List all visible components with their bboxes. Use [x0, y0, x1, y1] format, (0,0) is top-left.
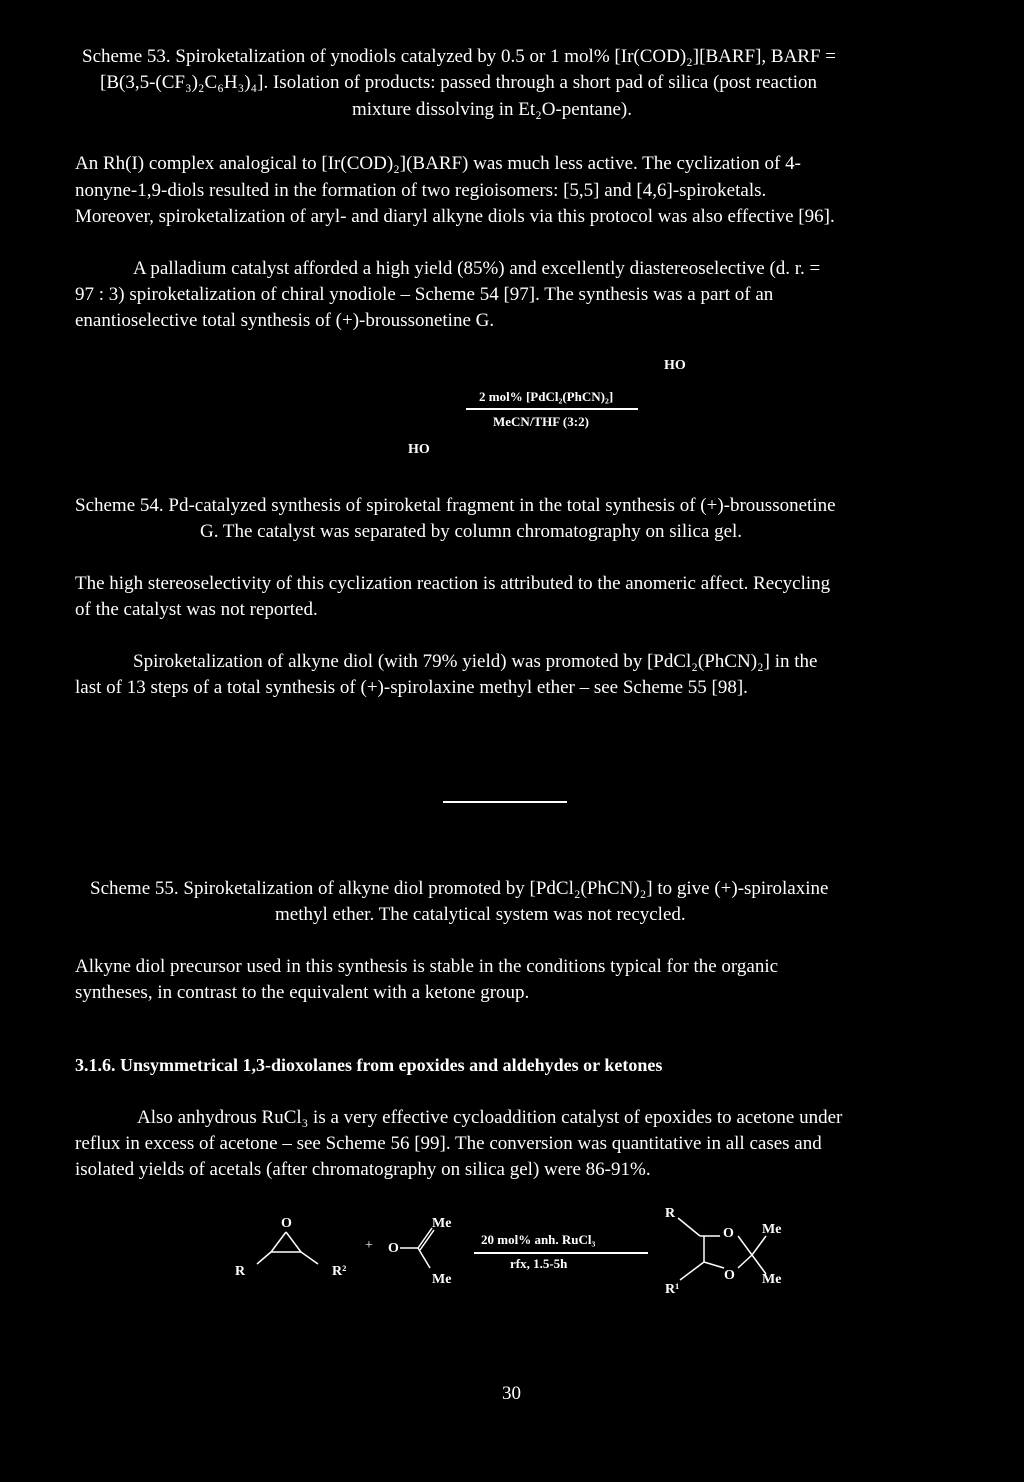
scheme56-reaction-arrow [474, 1252, 648, 1254]
scheme56-product-o-top: O [723, 1226, 734, 1241]
scheme56-r2: R² [332, 1264, 347, 1279]
para4-line1: Spiroketalization of alkyne diol (with 79% yield) was promoted by [PdCl₂(PhCN)₂] in the [133, 651, 818, 672]
scheme56-product-me-bottom: Me [762, 1272, 782, 1287]
para1-line3: Moreover, spiroketalization of aryl- and diaryl alkyne diols via this protocol was also effective [96]. [75, 206, 835, 227]
scheme56-r: R [235, 1264, 246, 1279]
scheme56-plus: + [365, 1238, 373, 1253]
scheme54-ho-right: HO [664, 358, 686, 373]
scheme55-caption-line2: methyl ether. The catalytical system was not recycled. [275, 904, 686, 925]
para2-line1: A palladium catalyst afforded a high yield (85%) and excellently diastereoselective (d. r. = [133, 258, 821, 279]
scheme56-product-me-top: Me [762, 1222, 782, 1237]
page-number: 30 [502, 1383, 521, 1404]
para1-line2: nonyne-1,9-diols resulted in the formation of two regioisomers: [5,5] and [4,6]-spiroketals. [75, 180, 767, 201]
scheme56-reagent: 20 mol% anh. RuCl₃ [481, 1232, 596, 1247]
scheme53-caption-line1: Scheme 53. Spiroketalization of ynodiols catalyzed by 0.5 or 1 mol% [Ir(COD)₂][BARF], BARF = [82, 46, 836, 67]
para6-line3: isolated yields of acetals (after chromatography on silica gel) were 86-91%. [75, 1159, 651, 1180]
scheme54-reagent: 2 mol% [PdCl₂(PhCN)₂] [479, 389, 614, 404]
scheme53-caption-line2: [B(3,5-(CF₃)₂C₆H₃)₄]. Isolation of products: passed through a short pad of silica (post reaction [100, 72, 817, 93]
para5-line2: syntheses, in contrast to the equivalent with a ketone group. [75, 982, 530, 1003]
para3-line1: The high stereoselectivity of this cyclization reaction is attributed to the anomeric affect. Recycling [75, 573, 831, 594]
scheme55-reaction-arrow [443, 801, 567, 803]
para3-line2: of the catalyst was not reported. [75, 599, 318, 620]
para2-line2: 97 : 3) spiroketalization of chiral ynodiole – Scheme 54 [97]. The synthesis was a part of an [75, 284, 774, 305]
scheme56-me-bottom: Me [432, 1272, 452, 1287]
scheme54-conditions: MeCN/THF (3:2) [493, 414, 589, 429]
scheme54-ho-left: HO [408, 442, 430, 457]
para1-line1: An Rh(I) complex analogical to [Ir(COD)₂](BARF) was much less active. The cyclization of 4- [75, 153, 801, 174]
scheme56-product-o-bottom: O [724, 1268, 735, 1283]
section-heading: 3.1.6. Unsymmetrical 1,3-dioxolanes from epoxides and aldehydes or ketones [75, 1055, 663, 1075]
scheme56-epoxide-o: O [281, 1216, 292, 1231]
scheme53-caption-line3: mixture dissolving in Et₂O-pentane). [352, 99, 632, 120]
para4-line2: last of 13 steps of a total synthesis of (+)-spirolaxine methyl ether – see Scheme 55 [98]. [75, 677, 748, 698]
scheme56-product-r: R [665, 1206, 676, 1221]
scheme56-me-top: Me [432, 1216, 452, 1231]
para6-line1: Also anhydrous RuCl₃ is a very effective cycloaddition catalyst of epoxides to acetone under [137, 1107, 843, 1128]
scheme54-caption-line1: Scheme 54. Pd-catalyzed synthesis of spiroketal fragment in the total synthesis of (+)-broussonetine [75, 495, 836, 516]
scheme56-product-r1: R¹ [665, 1282, 680, 1297]
para2-line3: enantioselective total synthesis of (+)-broussonetine G. [75, 310, 495, 331]
scheme56-bonds [0, 0, 1, 1]
para6-line2: reflux in excess of acetone – see Scheme 56 [99]. The conversion was quantitative in all cases and [75, 1133, 822, 1154]
scheme56-acetone-o: O [388, 1241, 399, 1256]
reaction-arrow [466, 408, 638, 410]
para5-line1: Alkyne diol precursor used in this synthesis is stable in the conditions typical for the organic [75, 956, 779, 977]
scheme55-caption-line1: Scheme 55. Spiroketalization of alkyne diol promoted by [PdCl₂(PhCN)₂] to give (+)-spirolaxine [90, 878, 829, 899]
scheme54-caption-line2: G. The catalyst was separated by column chromatography on silica gel. [200, 521, 743, 542]
scheme56-conditions: rfx, 1.5-5h [510, 1256, 568, 1271]
